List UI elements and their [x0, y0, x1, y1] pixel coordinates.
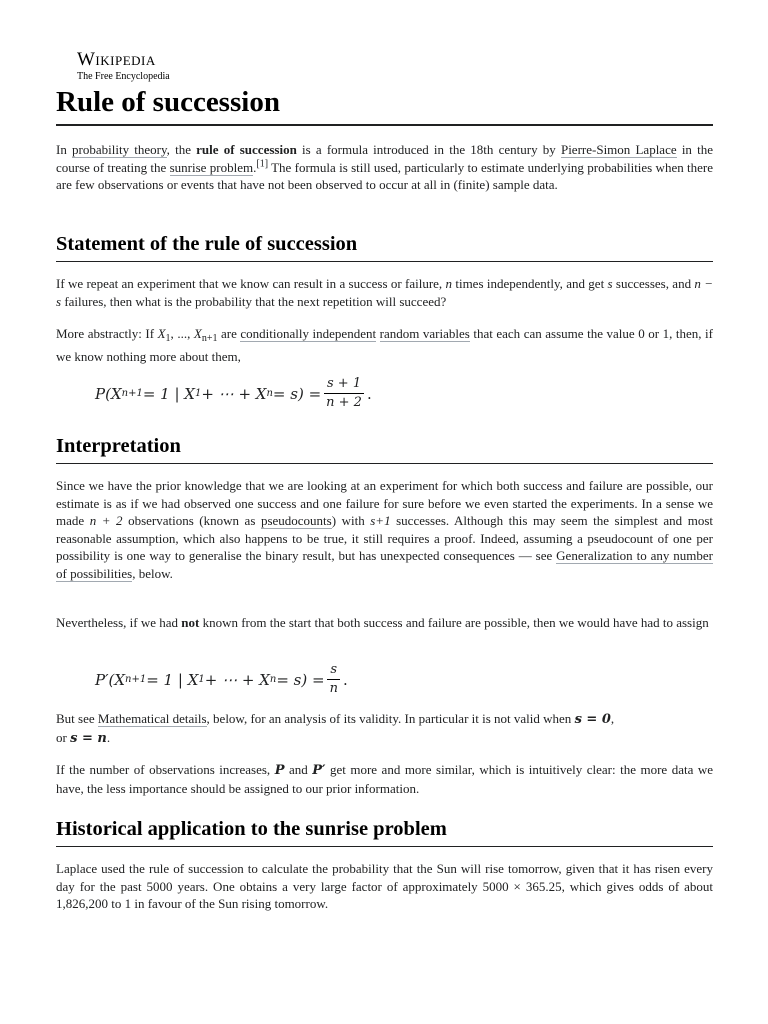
bold-term: rule of succession — [196, 142, 297, 157]
heading-historical: Historical application to the sunrise problem — [56, 816, 713, 847]
eq-numerator: s + 1 — [324, 376, 364, 394]
text: that each can assume the value 0 or 1, then, if we know nothing more about them, — [56, 326, 713, 364]
eq-denominator: n — [329, 681, 338, 696]
eq-sub: n — [269, 674, 277, 685]
text: But see — [56, 711, 98, 726]
text: More abstractly: If — [56, 326, 158, 341]
math-x: X — [193, 326, 202, 341]
page-title: Rule of succession — [56, 84, 713, 126]
text: , — [610, 711, 615, 726]
text: Nevertheless, if we had — [56, 615, 182, 630]
link-pseudocounts[interactable]: pseudocounts — [260, 513, 332, 529]
text: are — [217, 326, 241, 341]
eq-fraction — [323, 376, 365, 411]
link-random-variables[interactable]: random variables — [379, 326, 470, 341]
text: , the — [166, 142, 197, 157]
eq-part: P(X — [95, 384, 122, 403]
interpretation-p3 — [56, 710, 713, 747]
link-laplace[interactable]: Pierre-Simon Laplace — [560, 142, 677, 157]
math-s-plus-1: s+1 — [370, 513, 391, 529]
text: , below, for an analysis of its validity. In particular it is not valid when — [206, 711, 575, 726]
text: In — [56, 142, 73, 157]
math-s: s — [607, 276, 613, 291]
wikipedia-logo[interactable] — [77, 50, 170, 83]
math-s-equals-0: s = 0 — [574, 712, 611, 727]
eq-sub: 1 — [194, 388, 202, 399]
text: times independently, and get — [452, 276, 608, 291]
eq-fraction — [327, 662, 341, 697]
link-generalization[interactable]: Generalization to any number of possibilities — [56, 548, 713, 581]
eq-denominator: n + 2 — [326, 395, 362, 410]
paragraph — [56, 275, 713, 310]
eq-numerator: s — [327, 662, 340, 680]
historical-p1 — [56, 860, 713, 913]
math-sub: 1 — [165, 333, 171, 344]
eq-part: = 1 | X — [142, 384, 195, 403]
paragraph — [56, 477, 713, 583]
text: . — [106, 729, 111, 745]
eq-part: = 1 | X — [146, 670, 199, 689]
logo-tagline: The Free Encyclopedia — [77, 71, 170, 82]
math-p-prime: P′ — [312, 763, 326, 778]
interpretation-p4 — [56, 761, 713, 797]
eq-part: + ⋯ + X — [201, 384, 267, 403]
intro-paragraph — [56, 141, 713, 194]
text: in the course of treating the — [56, 142, 713, 175]
text: get more and more similar, which is intuitively clear: the more data we have, the less importance should be assigned to our prior information. — [56, 762, 713, 796]
eq-end: . — [342, 670, 348, 689]
text: ) with — [331, 513, 371, 529]
math-n-minus-s: n − s — [56, 276, 713, 309]
text: , ..., — [170, 326, 194, 341]
link-sunrise-problem[interactable]: sunrise problem — [169, 159, 254, 175]
logo-wordmark: Wikipedia — [77, 49, 156, 70]
link-probability-theory[interactable]: probability theory — [72, 142, 167, 157]
interpretation-p2 — [56, 614, 713, 632]
reference-1[interactable]: [1] — [256, 158, 269, 170]
statement-p1 — [56, 275, 713, 310]
math-s-equals-n: s = n — [70, 730, 107, 746]
link-conditionally-independent[interactable]: conditionally independent — [240, 326, 377, 341]
paragraph — [56, 325, 713, 365]
bold-not: not — [181, 615, 200, 630]
math-n-plus-2: n + 2 — [89, 513, 123, 529]
text: failures, then what is the probability that the next repetition will succeed? — [61, 293, 447, 309]
eq-sub: n+1 — [125, 674, 147, 685]
heading-statement: Statement of the rule of succession — [56, 231, 713, 262]
intro-section — [56, 141, 713, 194]
eq-part: = s) = — [272, 384, 322, 403]
text: and — [284, 762, 313, 777]
eq-sub: n — [266, 388, 273, 399]
text: . — [253, 159, 257, 175]
paragraph — [56, 614, 713, 632]
text: known from the start that both success and failure are possible, then we would have had to assign — [199, 615, 709, 630]
equation-rule — [95, 376, 372, 411]
eq-part: P′(X — [95, 670, 126, 689]
text: If we repeat an experiment that we know can result in a success or failure, — [56, 276, 446, 291]
text: Since we have the prior knowledge that we are looking at an experiment for which both success and failure are possible, our estimate is as if we had observed one success and one failure for sure before we even started the experiments. In a sense we made — [56, 478, 713, 529]
statement-p2 — [56, 325, 713, 365]
eq-part: = s) = — [276, 670, 325, 689]
math-n: n — [445, 276, 453, 291]
text: If the number of observations increases, — [56, 762, 275, 777]
eq-part: + ⋯ + X — [204, 670, 270, 689]
paragraph — [56, 710, 713, 747]
eq-sub: n+1 — [121, 388, 143, 399]
link-mathematical-details[interactable]: Mathematical details — [97, 711, 207, 726]
text: successes, and — [612, 276, 695, 291]
text: The formula is still used, particularly to estimate underlying probabilities when there are few observations or events that have not been observed to occur at all in (finite) sample data. — [56, 159, 714, 193]
eq-end: . — [366, 384, 372, 403]
text: observations (known as — [122, 513, 261, 529]
text: successes. Although this may seem the simplest and most reasonable assumption, which also happens to be true, it still requires a proof. Indeed, assuming a pseudocount of one per possibility is one way to generalise the binary result, but has unexpected consequences — see — [56, 513, 713, 564]
text: , below. — [132, 565, 173, 581]
math-x: X — [157, 326, 166, 341]
interpretation-p1 — [56, 477, 713, 583]
text: is a formula introduced in the 18th century by — [296, 142, 561, 157]
heading-interpretation: Interpretation — [56, 433, 713, 464]
equation-p-prime — [95, 662, 348, 697]
text: or — [56, 729, 71, 745]
math-sub: n+1 — [201, 333, 218, 344]
eq-sub: 1 — [198, 674, 205, 685]
paragraph — [56, 761, 713, 797]
paragraph: Laplace used the rule of succession to calculate the probability that the Sun will rise tomorrow, given that it has risen every day for the past 5000 years. One obtains a very large factor of approximately 5000 × 365.25, which gives odds of about 1,826,200 to 1 in favour of the Sun rising tomorrow. — [56, 861, 713, 912]
math-p: P — [274, 763, 285, 778]
